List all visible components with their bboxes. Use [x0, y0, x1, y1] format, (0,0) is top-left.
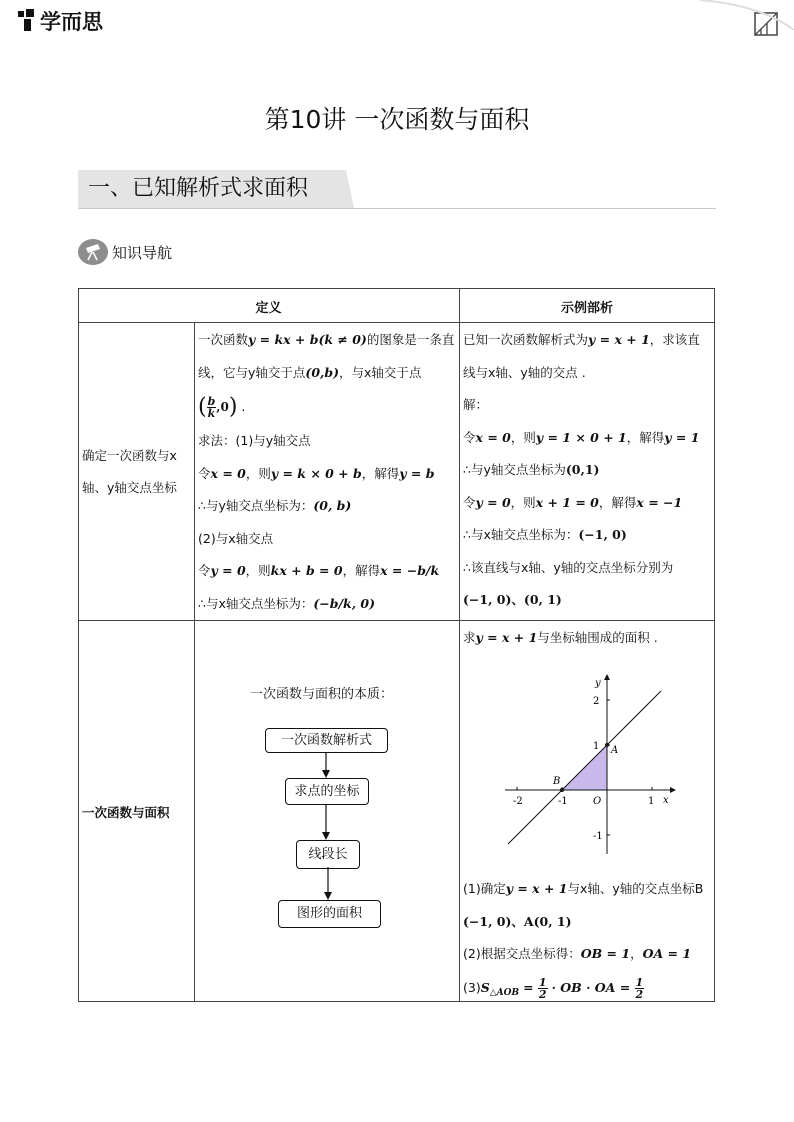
sol-line3: (2)根据交点坐标得：OB = 1，OA = 1 [463, 946, 692, 961]
section-banner-tail [340, 170, 356, 210]
ex-line3: 解： [463, 397, 489, 412]
def-line3: ( $\frac{b}{k}$ ,0) . [198, 394, 246, 420]
def-line1: 一次函数y = kx + b(k ≠ 0)的图象是一条直 [198, 332, 455, 347]
table-header-definition: 定义 [255, 301, 282, 316]
graph-question: 求y = x + 1与坐标轴围成的面积 . [463, 630, 658, 645]
table-header-example: 示例部析 [560, 301, 613, 316]
def-line6: ∴与y轴交点坐标为：(0, b) [198, 498, 352, 513]
table-vline-label [194, 322, 195, 1002]
coordinate-graph [500, 672, 680, 862]
brand-name: 学而思 [40, 10, 103, 34]
x-axis-arrow [670, 787, 676, 793]
row1-label-line2: 轴、y轴交点坐标 [82, 480, 177, 495]
page-title: 第10讲 一次函数与面积 [264, 105, 530, 134]
point-b [560, 788, 564, 792]
x-tick-label: -1 [558, 796, 568, 807]
point-a [605, 743, 609, 747]
essence-title: 一次函数与面积的本质： [250, 687, 394, 702]
row2-label: 一次函数与面积 [82, 805, 170, 820]
ex-line4: 令x = 0，则y = 1 × 0 + 1，解得y = 1 [463, 429, 700, 445]
def-line9: ∴与x轴交点坐标为：(−b/k, 0) [198, 595, 376, 611]
ex-line9: (−1, 0)、(0, 1) [463, 592, 562, 607]
table-hline-header [78, 322, 715, 323]
x-tick-label: 1 [648, 796, 655, 807]
def-line7: (2)与x轴交点 [198, 530, 274, 546]
header-arc [700, 0, 794, 30]
flow-arrows [300, 750, 360, 902]
point-a-label: A [611, 745, 619, 756]
table-hline-row [78, 620, 715, 621]
sol-line4: $(3)S_{\triangle AOB}$ = $\frac{1}{2}$ · OB · OA = $\frac{1}{2}$ [463, 975, 644, 1001]
function-line [508, 691, 661, 844]
y-axis-label: y [595, 678, 601, 689]
def-line5: 令x = 0，则y = k × 0 + b，解得y = b [198, 465, 435, 481]
flow-box-2: 求点的坐标 [285, 778, 369, 805]
table-vline-main [459, 288, 460, 1002]
x-axis-label: x [663, 795, 669, 806]
ex-line8: ∴该直线与x轴、y轴的交点坐标分别为 [463, 559, 674, 575]
ex-line5: ∴与y轴交点坐标为(0,1) [463, 462, 600, 477]
origin-label: O [593, 796, 602, 807]
sol-line1: (1)确定y = x + 1与x轴、y轴的交点坐标B [463, 881, 704, 896]
def-line2: 线，它与y轴交于点(0,b)，与x轴交于点 [198, 364, 422, 380]
row1-label-line1: 确定一次函数与x [82, 448, 177, 463]
y-tick-label: 2 [593, 696, 600, 707]
y-tick-label: -1 [593, 831, 603, 842]
telescope-icon [78, 238, 108, 266]
row1-label [82, 440, 177, 504]
subsection-label: 知识导航 [112, 244, 173, 262]
ex-line6: 令y = 0，则x + 1 = 0，解得x = −1 [463, 494, 683, 510]
sol-line2: (−1, 0)、A(0, 1) [463, 913, 572, 929]
row2-solution [463, 873, 703, 1010]
ex-line1: 已知一次函数解析式为y = x + 1，求该直 [463, 332, 700, 347]
section-title: 一、已知解析式求面积 [88, 176, 309, 201]
point-b-label: B [553, 776, 561, 787]
section-divider [78, 208, 716, 209]
flow-box-1: 一次函数解析式 [265, 728, 388, 753]
y-axis-arrow [604, 674, 610, 680]
def-line4: 求法：(1)与y轴交点 [198, 433, 311, 448]
row1-example [463, 324, 700, 617]
row1-definition [198, 324, 454, 620]
brand-mark-icon [18, 9, 38, 33]
x-tick-label: -2 [513, 796, 523, 807]
def-line8: 令y = 0，则kx + b = 0，解得x = −b/k [198, 563, 440, 578]
ex-line7: ∴与x轴交点坐标为：(−1, 0) [463, 527, 627, 542]
y-tick-label: 1 [593, 741, 600, 752]
flow-box-3: 线段长 [296, 840, 360, 869]
flow-box-4: 图形的面积 [278, 900, 381, 928]
ex-line2: 线与x轴、y轴的交点 . [463, 364, 586, 380]
brand-logo [18, 6, 103, 36]
